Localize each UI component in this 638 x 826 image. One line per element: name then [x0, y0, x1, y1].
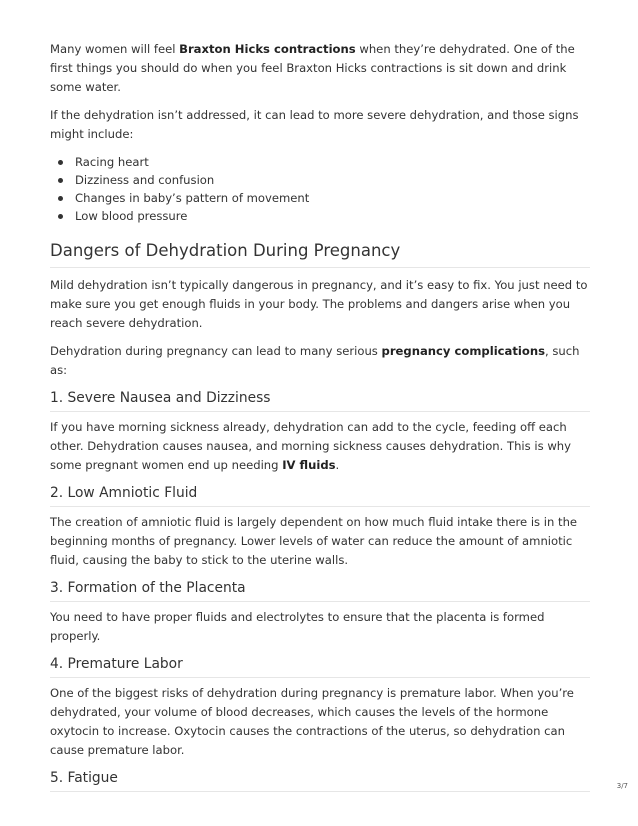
intro-paragraph-2: If the dehydration isn’t addressed, it can lead to more severe dehydration, and those signs might include:: [50, 108, 579, 141]
text: , such as:: [50, 344, 580, 377]
text: Dehydration during pregnancy can lead to many serious: [50, 344, 382, 358]
subsection-heading: 3. Formation of the Placenta: [50, 579, 590, 602]
text: when they’re dehydrated. One of the first things you should do when you feel Braxton Hicks contractions is sit down and drink some water.: [50, 42, 575, 94]
bold-link[interactable]: pregnancy complications: [381, 344, 546, 358]
subsection-heading: 4. Premature Labor: [50, 655, 590, 678]
list-item: Dizziness and confusion: [56, 171, 590, 189]
intro-paragraph-1: [50, 40, 590, 97]
page-number: 3/7: [616, 782, 628, 790]
section-heading: Dangers of Dehydration During Pregnancy: [50, 241, 590, 268]
subsection-text: The creation of amniotic fluid is largely dependent on how much fluid intake there is in the beginning months of pregnancy. Lower levels of water can reduce the amount of amniotic fluid, causing the baby to stick to the uterine walls.: [50, 515, 578, 567]
subsection-heading: 5. Fatigue: [50, 769, 590, 792]
dangers-paragraph-1: Mild dehydration isn’t typically dangerous in pregnancy, and it’s easy to fix. You just need to make sure you get enough fluids in your body. The problems and dangers arise when you reach severe dehydration.: [50, 278, 588, 330]
bold-term: Braxton Hicks contractions: [179, 42, 356, 56]
subsection-text: One of the biggest risks of dehydration during pregnancy is premature labor. When you’re dehydrated, your volume of blood decreases, which causes the levels of the hormone oxytocin to increase. Oxytocin causes the contractions of the uterus, so dehydration can cause premature labor.: [50, 686, 574, 757]
signs-list: [56, 153, 590, 225]
dangers-paragraph-2: [50, 342, 590, 380]
text: .: [335, 458, 340, 472]
text: Many women will feel: [50, 42, 180, 56]
bold-link[interactable]: IV fluids: [282, 458, 336, 472]
list-item: Racing heart: [56, 153, 590, 171]
list-item: Changes in baby’s pattern of movement: [56, 189, 590, 207]
text: If you have morning sickness already, dehydration can add to the cycle, feeding off each other. Dehydration causes nausea, and morning sickness causes dehydration. This is why some pregnant women end up needing: [50, 420, 572, 472]
subsection-text: [50, 418, 590, 475]
document-page: [50, 40, 590, 798]
list-item: Low blood pressure: [56, 207, 590, 225]
subsection-heading: 2. Low Amniotic Fluid: [50, 484, 590, 507]
subsection-text: You need to have proper fluids and electrolytes to ensure that the placenta is formed properly.: [50, 610, 545, 643]
subsection-heading: 1. Severe Nausea and Dizziness: [50, 389, 590, 412]
